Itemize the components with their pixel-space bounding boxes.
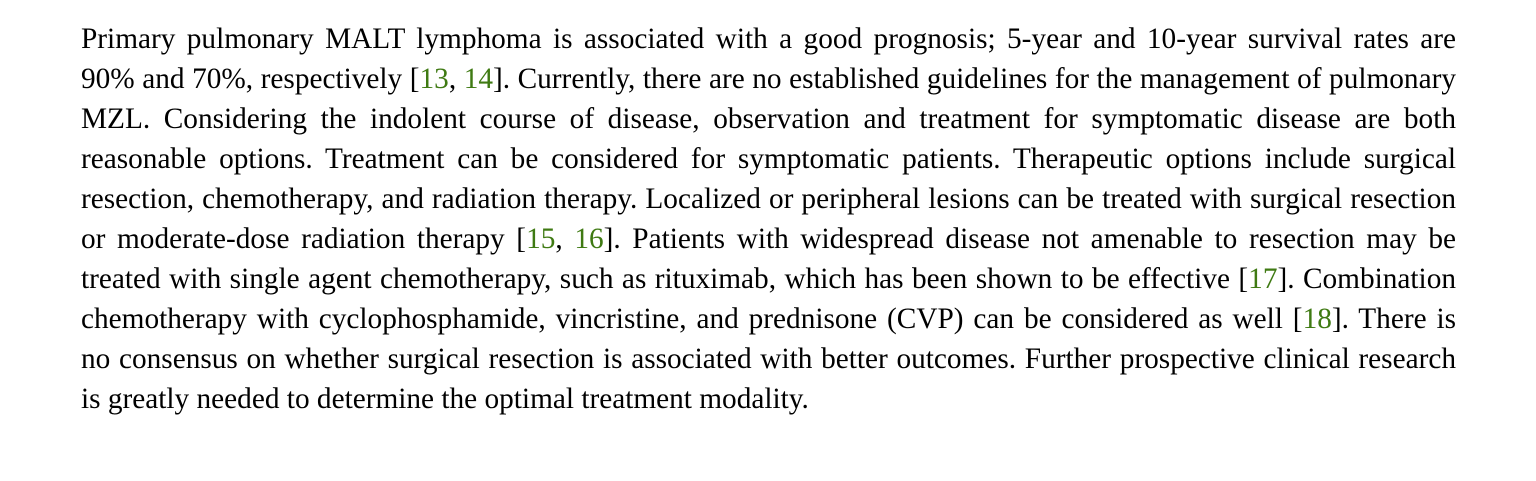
- text-segment: ]. Patients with widespread disease not amenable to resection may be treated with single agent chemotherapy, such as rituximab, which has been shown to be effective [: [81, 223, 1457, 295]
- text-segment: ]. Currently, there are no established guidelines for the management of pulmonary MZL. Considering the indolent course of disease, observation and treatment for symptomatic disease are both reasonable options. Treatment can be considered for symptomatic patients. Therapeutic options include surgical resection, chemotherapy, and radiation therapy. Localized or peripheral lesions can be treated with surgical resection or moderate-dose radiation therapy [: [81, 63, 1456, 255]
- citation-link-15[interactable]: 15: [526, 223, 556, 255]
- citation-link-17[interactable]: 17: [1248, 263, 1278, 295]
- text-segment: ]. Combination chemotherapy with cyclophosphamide, vincristine, and prednisone (CVP) can be considered as well [: [81, 263, 1456, 335]
- citation-link-14[interactable]: 14: [463, 63, 493, 95]
- citation-link-13[interactable]: 13: [419, 63, 449, 95]
- text-segment: ]. There is no consensus on whether surgical resection is associated with better outcomes. Further prospective clinical research is greatly needed to determine the optimal treatment modality.: [81, 303, 1456, 415]
- citation-link-18[interactable]: 18: [1302, 303, 1332, 335]
- body-paragraph: [81, 19, 1456, 419]
- text-segment: ,: [448, 63, 464, 95]
- text-segment: Primary pulmonary MALT lymphoma is associated with a good prognosis; 5-year and 10-year survival rates are 90% and 70%, respectively [: [81, 23, 1456, 95]
- text-segment: ,: [555, 223, 575, 255]
- citation-link-16[interactable]: 16: [574, 223, 604, 255]
